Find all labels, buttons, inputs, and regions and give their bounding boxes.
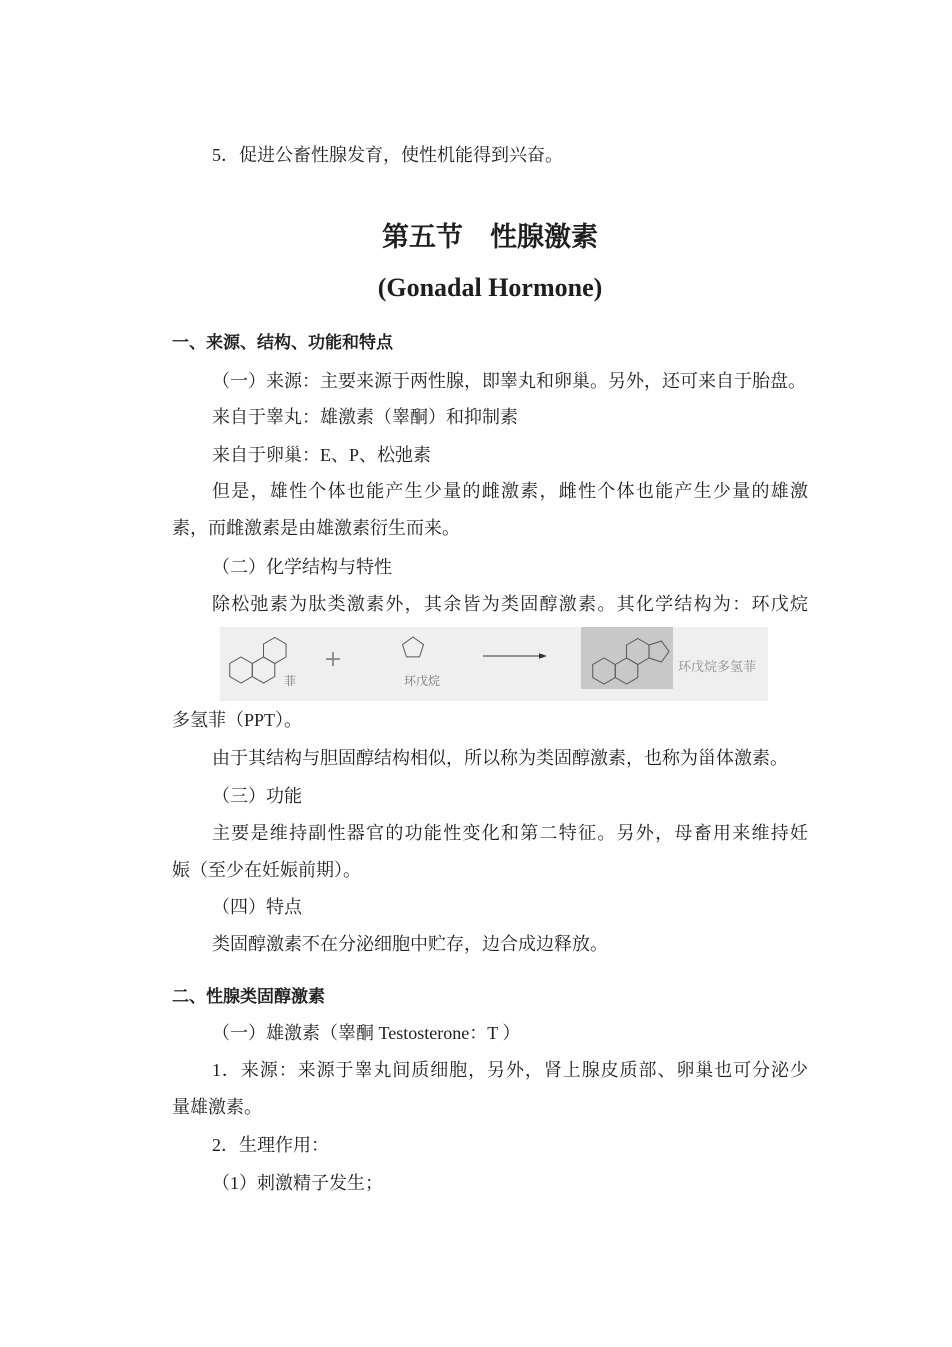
function-text-line-2: 娠（至少在妊娠前期）。	[172, 860, 361, 880]
androgen-source-line-1: 1．来源：来源于睾丸间质细胞，另外，肾上腺皮质部、卵巢也可分泌少	[212, 1060, 808, 1080]
structure-heading: （二）化学结构与特性	[212, 557, 392, 577]
previous-list-item: 5．促进公畜性腺发育，使性机能得到兴奋。	[212, 145, 563, 165]
part2-heading: 二、性腺类固醇激素	[172, 987, 325, 1007]
section-title: 第五节 性腺激素	[382, 222, 598, 253]
structure-text-line-1: 除松弛素为肽类激素外，其余皆为类固醇激素。其化学结构为：环戊烷	[212, 594, 808, 614]
phenanthrene-structure	[230, 638, 286, 684]
plus-sign: +	[323, 647, 343, 672]
steroid-structure-diagram	[220, 627, 768, 701]
function-heading: （三）功能	[212, 786, 302, 806]
androgen-source-line-2: 量雄激素。	[172, 1097, 262, 1117]
phenanthrene-ring-b	[252, 657, 275, 683]
function-text-line-1: 主要是维持副性器官的功能性变化和第二特征。另外，母畜用来维持妊	[212, 823, 808, 843]
phenanthrene-ring-a	[230, 657, 253, 683]
structure-note: 由于其结构与胆固醇结构相似，所以称为类固醇激素，也称为甾体激素。	[212, 748, 788, 768]
source-ovary: 来自于卵巢：E、P、松弛素	[212, 445, 432, 465]
cyclopentane-label: 环戊烷	[404, 674, 441, 688]
steroid-structure-figure	[220, 627, 768, 701]
effects-heading: 2．生理作用：	[212, 1135, 329, 1155]
section-subtitle: (Gonadal Hormone)	[377, 273, 603, 302]
product-label: 环戊烷多氢菲	[678, 660, 757, 675]
cyclopentane-ring	[403, 637, 424, 657]
structure-text-line-2: 多氢菲（PPT）。	[172, 710, 303, 730]
source-heading: （一）来源：主要来源于两性腺，即睾丸和卵巢。另外，还可来自于胎盘。	[212, 371, 806, 391]
part1-heading: 一、来源、结构、功能和特点	[172, 333, 393, 353]
reaction-arrow	[483, 653, 547, 658]
source-note-line-2: 素，而雌激素是由雄激素衍生而来。	[172, 518, 460, 538]
phenanthrene-ring-c	[264, 638, 287, 664]
features-text: 类固醇激素不在分泌细胞中贮存，边合成边释放。	[212, 934, 608, 954]
androgen-heading: （一）雄激素（睾酮 Testosterone：T ）	[212, 1023, 521, 1043]
source-note-line-1: 但是，雄性个体也能产生少量的雌激素，雌性个体也能产生少量的雄激	[212, 481, 808, 501]
effect-item-1: （1）刺激精子发生；	[212, 1173, 383, 1193]
phenanthrene-label: 菲	[284, 674, 297, 688]
source-testis: 来自于睾丸：雄激素（睾酮）和抑制素	[212, 407, 518, 427]
features-heading: （四）特点	[212, 897, 302, 917]
